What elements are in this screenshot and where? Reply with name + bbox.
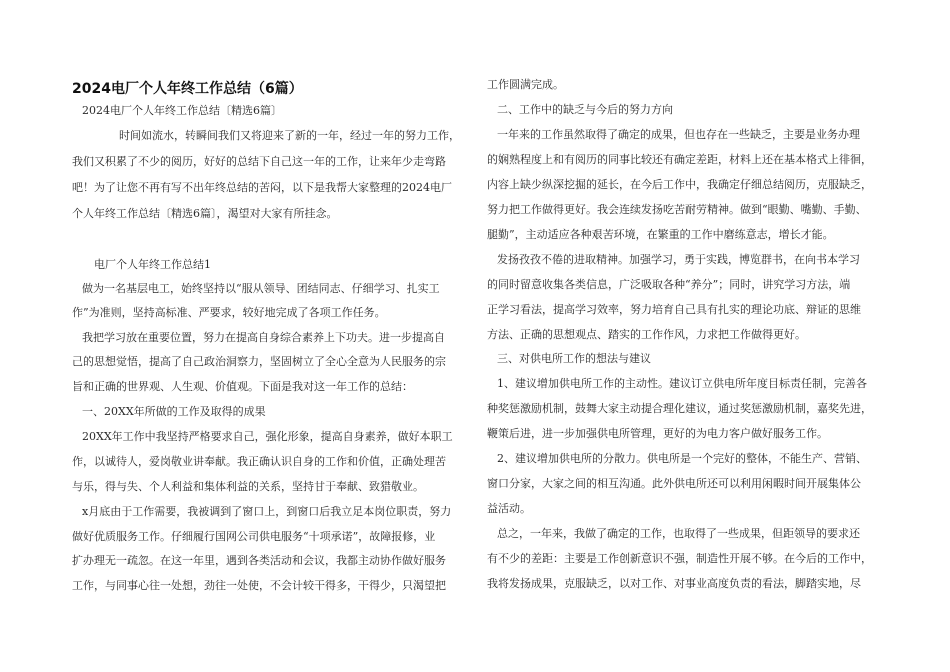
paragraph-line: 有不少的差距：主要是工作创新意识不强，制造性开展不够。在今后的工作中，	[487, 552, 872, 565]
paragraph-line: 作”为准则，坚持高标准、严要求，较好地完成了各项工作任务。	[72, 306, 386, 319]
paragraph-line: 1、建议增加供电所工作的主动性。建议订立供电所年度目标责任制，完善各	[497, 377, 867, 390]
paragraph-line: 种奖惩激励机制，鼓舞大家主动提合理化建议，通过奖惩激励机制，嘉奖先进，	[487, 402, 872, 415]
paragraph-line: 方法、正确的思想观点、踏实的工作作风，力求把工作做得更好。	[487, 328, 806, 341]
paragraph-line: 己的思想觉悟，提高了自己政治洞察力，坚固树立了全心全意为人民服务的宗	[72, 355, 446, 368]
paragraph-line: 我将发扬成果，克服缺乏，以对工作、对事业高度负责的看法，脚踏实地，尽	[487, 577, 861, 590]
paragraph-line: 我把学习放在重要位置，努力在提高自身综合素养上下功夫。进一步提高自	[82, 331, 445, 344]
paragraph-line: 益活动。	[487, 502, 531, 515]
section-heading: 三、对供电所工作的想法与建议	[497, 352, 651, 365]
intro-line: 时间如流水，转瞬间我们又将迎来了新的一年，经过一年的努力工作，	[119, 129, 460, 142]
document-subtitle: 2024电厂个人年终工作总结〔精选6篇〕	[82, 104, 282, 117]
paragraph-line: 鞭策后进，进一步加强供电所管理，更好的为电力客户做好服务工作。	[487, 427, 828, 440]
paragraph-line: 的同时留意收集各类信息，广泛吸取各种“养分”；同时，讲究学习方法，端	[487, 278, 851, 291]
paragraph-line: 腿勤”，主动适应各种艰苦环境，在繁重的工作中磨练意志，增长才能。	[487, 228, 834, 241]
paragraph-line: 做好优质服务工作。仔细履行国网公司供电服务“十项承诺”，故障报修，业	[72, 530, 436, 543]
paragraph-line: 做为一名基层电工，始终坚持以“服从领导、团结同志、仔细学习、扎实工	[82, 282, 440, 295]
document-title: 2024电厂个人年终工作总结（6篇）	[72, 81, 303, 97]
paragraph-line: 发扬孜孜不倦的进取精神。加强学习，勇于实践，博览群书，在向书本学习	[497, 253, 860, 266]
intro-line: 我们又积累了不少的阅历，好好的总结下自己这一年的工作，让来年少走弯路	[72, 155, 446, 168]
paragraph-line: 窗口分家，大家之间的相互沟通。此外供电所还可以利用闲暇时间开展集体公	[487, 477, 861, 490]
paragraph-line: 内容上缺少纵深挖掘的延长，在今后工作中，我确定仔细总结阅历，克服缺乏，	[487, 178, 872, 191]
paragraph-line: 作，以诚待人，爱岗敬业讲奉献。我正确认识自身的工作和价值，正确处理苦	[72, 455, 446, 468]
paragraph-line: 总之，一年来，我做了确定的工作，也取得了一些成果，但距领导的要求还	[497, 527, 860, 540]
paragraph-line: 与乐，得与失、个人利益和集体利益的关系，坚持甘于奉献、致猎敬业。	[72, 480, 424, 493]
section-heading: 电厂个人年终工作总结1	[94, 258, 211, 271]
paragraph-line: 工作圆满完成。	[487, 78, 564, 91]
paragraph-line: 2、建议增加供电所的分散力。供电所是一个完好的整体，不能生产、营销、	[497, 452, 867, 465]
intro-line: 吧！为了让您不再有写不出年终总结的苦闷，以下是我帮大家整理的2024电厂	[72, 181, 452, 194]
paragraph-line: x月底由于工作需要，我被调到了窗口上，到窗口后我立足本岗位职责，努力	[82, 505, 452, 518]
intro-line: 个人年终工作总结〔精选6篇〕，渴望对大家有所挂念。	[72, 207, 338, 220]
paragraph-line: 的娴熟程度上和有阅历的同事比较还有确定差距，材料上还在基本格式上徘徊，	[487, 153, 872, 166]
section-heading: 一、20XX年所做的工作及取得的成果	[82, 405, 266, 418]
paragraph-line: 正学习看法，提高学习效率，努力培育自己具有扎实的理论功底、辩证的思维	[487, 303, 861, 316]
paragraph-line: 扩办理无一疏忽。在这一年里，遇到各类活动和会议，我都主动协作做好服务	[72, 554, 446, 567]
paragraph-line: 20XX年工作中我坚持严格要求自己，强化形象，提高自身素养，做好本职工	[82, 430, 453, 443]
paragraph-line: 一年来的工作虽然取得了确定的成果，但也存在一些缺乏，主要是业务办理	[497, 128, 860, 141]
paragraph-line: 努力把工作做得更好。我会连续发扬吃苦耐劳精神。做到“眼勤、嘴勤、手勤、	[487, 203, 867, 216]
paragraph-line: 旨和正确的世界观、人生观、价值观。下面是我对这一年工作的总结：	[72, 380, 413, 393]
paragraph-line: 工作，与同事心往一处想，劲往一处使，不会计较干得多，干得少，只渴望把	[72, 579, 446, 592]
section-heading: 二、工作中的缺乏与今后的努力方向	[497, 103, 673, 116]
